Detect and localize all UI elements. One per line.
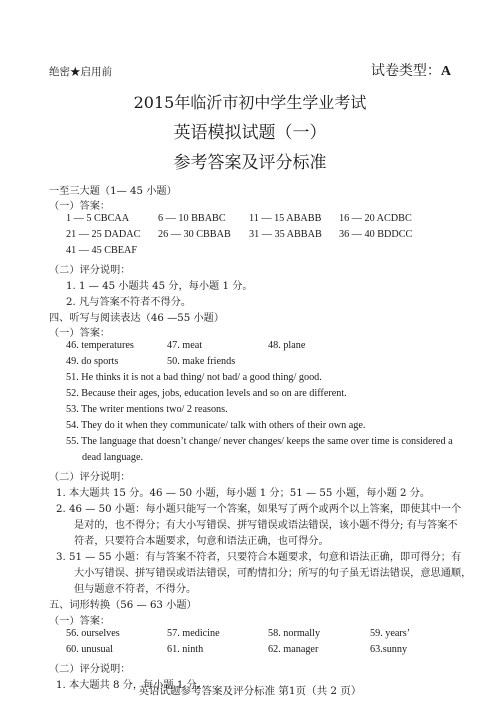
note-line: 符者，只要符合本题要求，句意和语法正确，也可得分。 bbox=[74, 536, 329, 547]
answer-sentence-continued: dead language. bbox=[82, 452, 144, 463]
notes-label: （二）评分说明： bbox=[49, 664, 131, 675]
exam-title: 2015年临沂市初中学生学业考试 bbox=[133, 93, 367, 112]
note-line: 但与题意不符者，不得分。 bbox=[74, 584, 197, 595]
answer-item: 50. make friends bbox=[167, 356, 236, 367]
answer-item: 47. meat bbox=[167, 340, 203, 351]
answer-item: 60. unusual bbox=[66, 644, 113, 655]
answer-sentence: 53. The writer mentions two/ 2 reasons. bbox=[66, 404, 228, 415]
section-heading: 五、词形转换（56 — 63 小题） bbox=[49, 600, 197, 611]
note-line: 1. 本大题共 15 分。46 — 50 小题，每小题 1 分；51 — 55 小题，每小题 2 分。 bbox=[56, 488, 431, 499]
answer-item: 57. medicine bbox=[167, 628, 220, 639]
answer-group: 1 — 5 CBCAA bbox=[66, 213, 130, 224]
note-line: 3. 51 — 55 小题：有与答案不符者，只要符合本题要求，句意和语法正确，即可得分；有 bbox=[56, 552, 462, 563]
note-line: 1. 本大题共 8 分，每小题 1 分。 bbox=[56, 680, 207, 691]
answer-group: 11 — 15 ABABB bbox=[249, 213, 322, 224]
answer-item: 59. years’ bbox=[370, 628, 411, 639]
answer-group: 16 — 20 ACDBC bbox=[339, 213, 412, 224]
confidential-label: 绝密★启用前 bbox=[49, 66, 112, 78]
notes-label: （二）评分说明： bbox=[49, 472, 131, 483]
answer-item: 48. plane bbox=[268, 340, 306, 351]
note-line: 是对的，也不得分；有大小写错误、拼写错误或语法错误，该小题不得分; 有与答案不 bbox=[74, 520, 458, 531]
page-footer: 英语试题参考答案及评分标准 第1页（共 2 页） bbox=[138, 685, 362, 697]
paper-type-value: A bbox=[440, 64, 451, 79]
answer-item: 62. manager bbox=[268, 644, 319, 655]
answer-group: 26 — 30 CBBAB bbox=[158, 229, 231, 240]
answer-sentence: 55. The language that doesn’t change/ never changes/ keeps the same over time is considered a bbox=[66, 436, 453, 447]
section-heading: 四、听写与阅读表达（46 —55 小题） bbox=[49, 313, 225, 324]
note-line: 大小写错误、拼写错误或语法错误，可酌情扣分；所写的句子虽无语法错误，意思通顺， bbox=[74, 568, 472, 579]
answer-item: 63.sunny bbox=[370, 644, 408, 655]
answer-group: 41 — 45 CBEAF bbox=[66, 245, 138, 256]
answer-key-title: 参考答案及评分标准 bbox=[173, 153, 327, 173]
answers-label: （一）答案： bbox=[49, 328, 111, 339]
exam-subtitle: 英语模拟试题（一） bbox=[173, 123, 327, 143]
answer-group: 31 — 35 ABBAB bbox=[249, 229, 322, 240]
note-line: 2. 46 — 50 小题：每小题只能写一个答案，如果写了两个或两个以上答案，即使其中一个 bbox=[56, 504, 462, 515]
answer-group: 36 — 40 BDDCC bbox=[339, 229, 413, 240]
answer-sentence: 54. They do it when they communicate/ talk with others of their own age. bbox=[66, 420, 366, 431]
notes-label: （二）评分说明： bbox=[49, 265, 131, 276]
answer-item: 46. temperatures bbox=[66, 340, 134, 351]
note-line: 1. 1 — 45 小题共 45 分，每小题 1 分。 bbox=[66, 281, 253, 292]
note-line: 2. 凡与答案不符者不得分。 bbox=[66, 297, 192, 308]
answer-item: 56. ourselves bbox=[66, 628, 120, 639]
answer-group: 6 — 10 BBABC bbox=[158, 213, 226, 224]
answer-group: 21 — 25 DADAC bbox=[66, 229, 141, 240]
answer-sentence: 51. He thinks it is not a bad thing/ not bad/ a good thing/ good. bbox=[66, 372, 322, 383]
paper-type bbox=[371, 60, 451, 80]
answer-item: 58. normally bbox=[268, 628, 321, 639]
answer-sentence: 52. Because their ages, jobs, education levels and so on are different. bbox=[66, 388, 347, 399]
answer-item: 49. do sports bbox=[66, 356, 119, 367]
section-heading: 一至三大题（1— 45 小题） bbox=[49, 186, 177, 197]
paper-type-label: 试卷类型： bbox=[370, 63, 441, 79]
answer-item: 61. ninth bbox=[167, 644, 204, 655]
answers-label: （一）答案： bbox=[49, 201, 111, 212]
answers-label: （一）答案： bbox=[49, 616, 111, 627]
